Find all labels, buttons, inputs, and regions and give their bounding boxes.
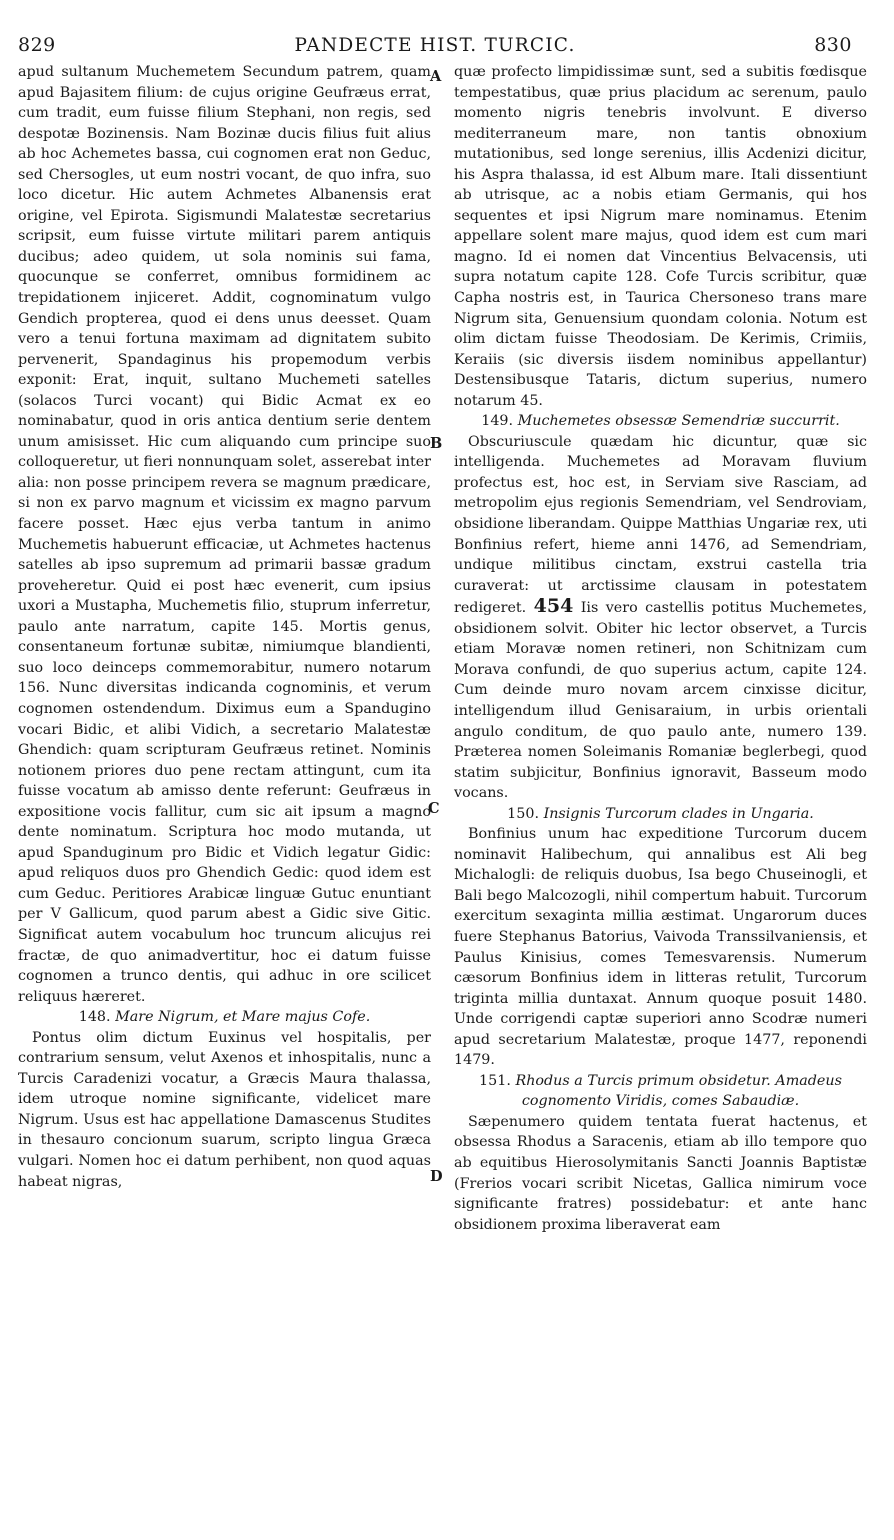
- section-148-number: 148.: [78, 1009, 111, 1026]
- section-151-number: 151.: [479, 1072, 511, 1089]
- section-151-title-a: Rhodus a Turcis primum obsidetur. Amadeus: [515, 1072, 842, 1089]
- section-148-heading: [18, 1007, 431, 1028]
- left-column: [18, 62, 431, 1192]
- running-title: PANDECTE HIST. TURCIC.: [294, 35, 576, 56]
- section-151-title-b: cognomento Viridis, comes Sabaudiæ.: [521, 1093, 800, 1110]
- right-paragraph-2: [454, 432, 867, 804]
- margin-letter-d: D: [430, 1168, 443, 1185]
- section-149-number: 149.: [481, 413, 514, 430]
- margin-letter-b: B: [430, 435, 443, 452]
- section-148-title: Mare Nigrum, et Mare majus Cofe.: [115, 1009, 371, 1026]
- section-149-heading: [454, 411, 867, 432]
- section-150-heading: [454, 804, 867, 825]
- right-column: [454, 62, 867, 1235]
- section-151-heading: [454, 1071, 867, 1112]
- page-header: [18, 34, 852, 58]
- section-150-title: Insignis Turcorum clades in Ungaria.: [543, 805, 814, 822]
- left-paragraph-1: apud sultanum Muchemetem Secundum patrem, quam apud Bajasitem filium: de cujus origine Geufræus errat, cum tradit, eum fuisse filium Stephani, non regis, sed despotæ Bozinensis. Nam Bozinæ ducis filius fuit alius ab hoc Achemetes bassa, cui cognomen erat non Geduc, sed Chersogles, ut eum nostri vocant, de quo infra, suo loco dicetur. Hic autem Achmetes Albanensis erat origine, vel Epirota. Sigismundi Malatestæ secretarius scripsit, eum fuisse virtute militari parem antiquis ducibus; adeo quidem, ut sola nominis sui fama, quocunque se conferret, omnibus formidinem ac trepidationem injiceret. Addit, cognominatum vulgo Gendich propterea, quod ei dens unus deesset. Quam vero a tenui fortuna maximam ad dignitatem subito pervenerit, Spandaginus his propemodum verbis exponit: Erat, inquit, sultano Muchemeti satelles (solacos Turci vocant) qui Bidic Acmat ex eo nominabatur, quod in oris antica dentium serie dentem unum amisisset. Hic cum aliquando cum principe suo colloqueretur, ut fieri nonnunquam solet, asserebat inter alia: non posse principem revera se magnum prædicare, si non ex parvo magnum et vicissim ex magno parvum facere posset. Hæc ejus verba tantum in animo Muchemetis habuerunt efficaciæ, ut Achmetes hactenus satelles ab ipso supremum ad primarii bassæ gradum proveheretur. Quid ei post hæc evenerit, cum ipsius uxori a Mustapha, Muchemetis filio, stuprum inferretur, paulo ante narratum, capite 145. Mortis genus, consentaneum fortunæ subitæ, nimiumque blandienti, suo loco deinceps commemorabitur, numero notarum 156. Nunc diversitas indicanda cognominis, et verum cognomen ostendendum. Diximus eum a Spandugino vocari Bidic, et alibi Vidich, a secretario Malatestæ Ghendich: quam scripturam Geufræus retinet. Nominis notionem priores duo pene rectam attingunt, cum ita fuisse vocatum ab amisso dente referunt: Geufræus in expositione vocis fallitur, cum sic ait ipsum a magno dente nominatum. Scriptura hoc modo mutanda, ut apud Spanduginum pro Bidic et Vidich legatur Gidic: apud reliquos duos pro Ghendich Gedic: quod idem est cum Geduc. Peritiores Arabicæ linguæ Gutuc enuntiant per V Gallicum, quod parum abest a Gidic sive Gitic. Significat autem vocabulum hoc truncum alicujus rei fractæ, de quo animadvertitur, hoc ei datum fuisse cognomen a trunco dentis, qui adhuc in ore scilicet reliquus hæreret.: [18, 64, 431, 1005]
- right-paragraph-4: Sæpenumero quidem tentata fuerat hactenus, et obsessa Rhodus a Saracenis, etiam ab illo tempore quo ab equitibus Hierosolymitanis Sancti Joannis Baptistæ (Frerios vocari scribit Nicetas, Gallica nimirum voce significante fratres) possidebatur: et ante hanc obsidionem proxima liberaverat eam: [454, 1113, 867, 1233]
- page-number-left: 829: [18, 34, 56, 56]
- right-paragraph-1: quæ profecto limpidissimæ sunt, sed a subitis fœdisque tempestatibus, quæ prius placidum ac serenum, paulo momento nigris tenebris involvunt. E diverso mediterraneum mare, non tantis obnoxium mutationibus, sed longe serenius, illis Acdenizi dicitur, his Aspra thalassa, id est Album mare. Itali dissentiunt ab utrisque, ac a nobis etiam Germanis, qui hos sequentes et ipsi Nigrum mare nominamus. Etenim appellare solent mare majus, quod idem est cum mari magno. Id ei nomen dat Vincentius Belvacensis, uti supra notatum capite 128. Cofe Turcis scribitur, quæ Capha nostris est, in Taurica Chersoneso trans mare Nigrum sita, Genuensium quondam colonia. Notum est olim dictam fuisse Theodosiam. De Kerimis, Crimiis, Keraiis (sic diversis iisdem nominibus appellantur) Destensibusque Tataris, dictum superius, numero notarum 45.: [454, 64, 867, 409]
- margin-letter-c: C: [428, 800, 440, 817]
- right-paragraph-3: Bonfinius unum hac expeditione Turcorum ducem nominavit Halibechum, qui annalibus est Ali beg Michalogli: de reliquis duobus, Isa bego Chuseinogli, et Bali bego Malcozogli, nihil compertum habuit. Turcorum exercitum sexaginta millia æstimat. Ungarorum duces fuere Stephanus Batorius, Vaivoda Transsilvaniensis, et Paulus Kinisius, comes Temesvarensis. Numerum cæsorum Bonfinius idem in litteras retulit, Turcorum triginta millia duntaxat. Annum quoque posuit 1480. Unde corrigendi captæ superiori anno Scodræ numeri apud secretarium Malatestæ, proque 1477, reponendi 1479.: [454, 826, 867, 1069]
- right-paragraph-2b: Iis vero castellis potitus Muchemetes, obsidionem solvit. Obiter hic lector observet, a Turcis etiam Moravæ nomen retineri, non Schitnizam cum Morava confundi, de quo superius actum, capite 124. Cum deinde muro novam arcem cinxisse dicitur, intelligendum illud Genisaraium, in urbis orientali angulo conditum, de quo paulo ante, numero 139. Præterea nomen Soleimanis Romaniæ beglerbegi, quod statim subjicitur, Bonfinius ignoravit, Basseum modo vocans.: [454, 600, 868, 802]
- right-paragraph-2a: Obscuriuscule quædam hic dicuntur, quæ sic intelligenda. Muchemetes ad Moravam fluvium profectus est, hoc est, in Serviam sive Rasciam, ad metropolim ejus regionis Semendriam, vel Sendroviam, obsidione liberandam. Quippe Matthias Ungariæ rex, uti Bonfinius refert, hieme anni 1476, ad Semendriam, undique militibus cinctam, exstrui castella tria curaverat: ut arctissime clausam in potestatem redigeret.: [454, 433, 867, 617]
- section-149-title: Muchemetes obsessæ Semendriæ succurrit.: [517, 413, 840, 430]
- page-number-right: 830: [814, 34, 852, 56]
- left-paragraph-2: Pontus olim dictum Euxinus vel hospitalis, per contrarium sensum, velut Axenos et inhospitalis, nunc a Turcis Caradenizi vocatur, a Græcis Maura thalassa, idem utroque nomine significante, videlicet mare Nigrum. Usus est hac appellatione Damascenus Studites in thesauro concionum suarum, scripto lingua Græca vulgari. Nomen hoc ei datum perhibent, non quod aquas habeat nigras,: [18, 1029, 431, 1190]
- margin-letter-a: A: [430, 68, 442, 85]
- page-marker: 454: [533, 595, 574, 618]
- section-150-number: 150.: [507, 805, 540, 822]
